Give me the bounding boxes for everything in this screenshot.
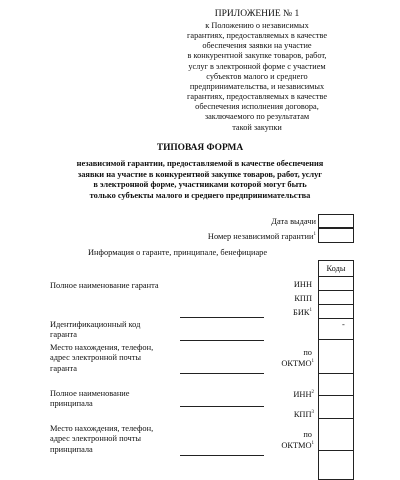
- subtitle-line: независимой гарантии, предоставляемой в качестве обеспечения: [76, 159, 324, 168]
- principal-name-line[interactable]: [180, 406, 264, 407]
- subtitle-line: только субъекты малого и среднего предпринимательства: [89, 190, 311, 200]
- codes-row-divider: [318, 290, 354, 291]
- appendix-line: гарантиях, предоставляемых в качестве: [186, 31, 328, 41]
- guarantee-number-field[interactable]: [318, 228, 354, 243]
- info-heading: Информация о гаранте, принципале, бенефициаре: [88, 248, 268, 257]
- appendix-line: обеспечения заявки на участие: [202, 41, 312, 51]
- codes-row-divider: [318, 373, 354, 374]
- codes-row-divider: [318, 395, 354, 396]
- issue-date-label: Дата выдачи: [271, 217, 316, 226]
- guarantor-id-code-value: -: [342, 320, 345, 329]
- principal-kpp-label: КПП$^3$: [293, 410, 314, 419]
- principal-oktmo-label: ОКТМО$^1$: [281, 441, 314, 450]
- appendix-block: [172, 9, 342, 133]
- appendix-line: в конкурентной закупке товаров, работ,: [187, 51, 327, 61]
- guarantor-address-label: Место нахождения, телефон, адрес электронной почты гаранта: [50, 343, 154, 373]
- principal-address-label: Место нахождения, телефон, адрес электронной почты принципала: [50, 424, 154, 454]
- guarantor-name-label: Полное наименование гаранта: [50, 281, 159, 290]
- principal-address-line[interactable]: [180, 455, 264, 456]
- form-title: ТИПОВАЯ ФОРМА: [156, 143, 244, 153]
- appendix-heading: ПРИЛОЖЕНИЕ № 1: [214, 9, 300, 19]
- subtitle-line: в электронной форме, участниками которой могут быть: [93, 180, 307, 189]
- codes-row-divider: [318, 318, 354, 319]
- principal-po-label: по: [303, 430, 312, 439]
- codes-column: [318, 260, 354, 480]
- subtitle-line: заявки на участие в конкурентной закупке товаров, работ, услуг: [77, 169, 323, 179]
- appendix-line: услуг в электронной форме с участием: [188, 61, 326, 71]
- guarantor-inn-label: ИНН: [293, 280, 312, 289]
- appendix-line: заключаемого по результатам: [204, 112, 310, 122]
- guarantor-address-line[interactable]: [180, 373, 264, 374]
- guarantor-bik-label: БИК$^1$: [293, 308, 312, 317]
- codes-row-divider: [318, 418, 354, 419]
- codes-row-divider: [318, 304, 354, 305]
- appendix-line: обеспечения исполнения договора,: [195, 102, 319, 112]
- codes-header: Коды: [326, 264, 346, 273]
- form-subtitle: [0, 159, 400, 201]
- guarantor-po-label: по: [303, 348, 312, 357]
- guarantor-kpp-label: КПП: [294, 294, 312, 303]
- codes-row-divider: [318, 450, 354, 451]
- codes-row-divider: [318, 339, 354, 340]
- appendix-line: предпринимательства, и независимых: [189, 81, 325, 91]
- guarantor-id-code-line[interactable]: [180, 340, 264, 341]
- appendix-line: субъектов малого и среднего: [206, 71, 308, 81]
- appendix-line: такой закупки: [232, 122, 282, 132]
- codes-row-divider: [318, 276, 354, 277]
- principal-name-label: Полное наименование принципала: [50, 389, 130, 409]
- guarantor-oktmo-label: ОКТМО$^1$: [281, 359, 314, 368]
- principal-inn-label: ИНН$^2$: [293, 390, 314, 399]
- issue-date-field[interactable]: [318, 214, 354, 228]
- guarantor-name-line[interactable]: [180, 317, 264, 318]
- guarantee-number-label: Номер независимой гарантии$^1$: [207, 232, 316, 241]
- appendix-line: к Положению о независимых: [205, 21, 309, 30]
- guarantor-id-code-label: Идентификационный код гаранта: [50, 320, 141, 340]
- appendix-line: гарантиях, предоставляемых в качестве: [186, 92, 328, 102]
